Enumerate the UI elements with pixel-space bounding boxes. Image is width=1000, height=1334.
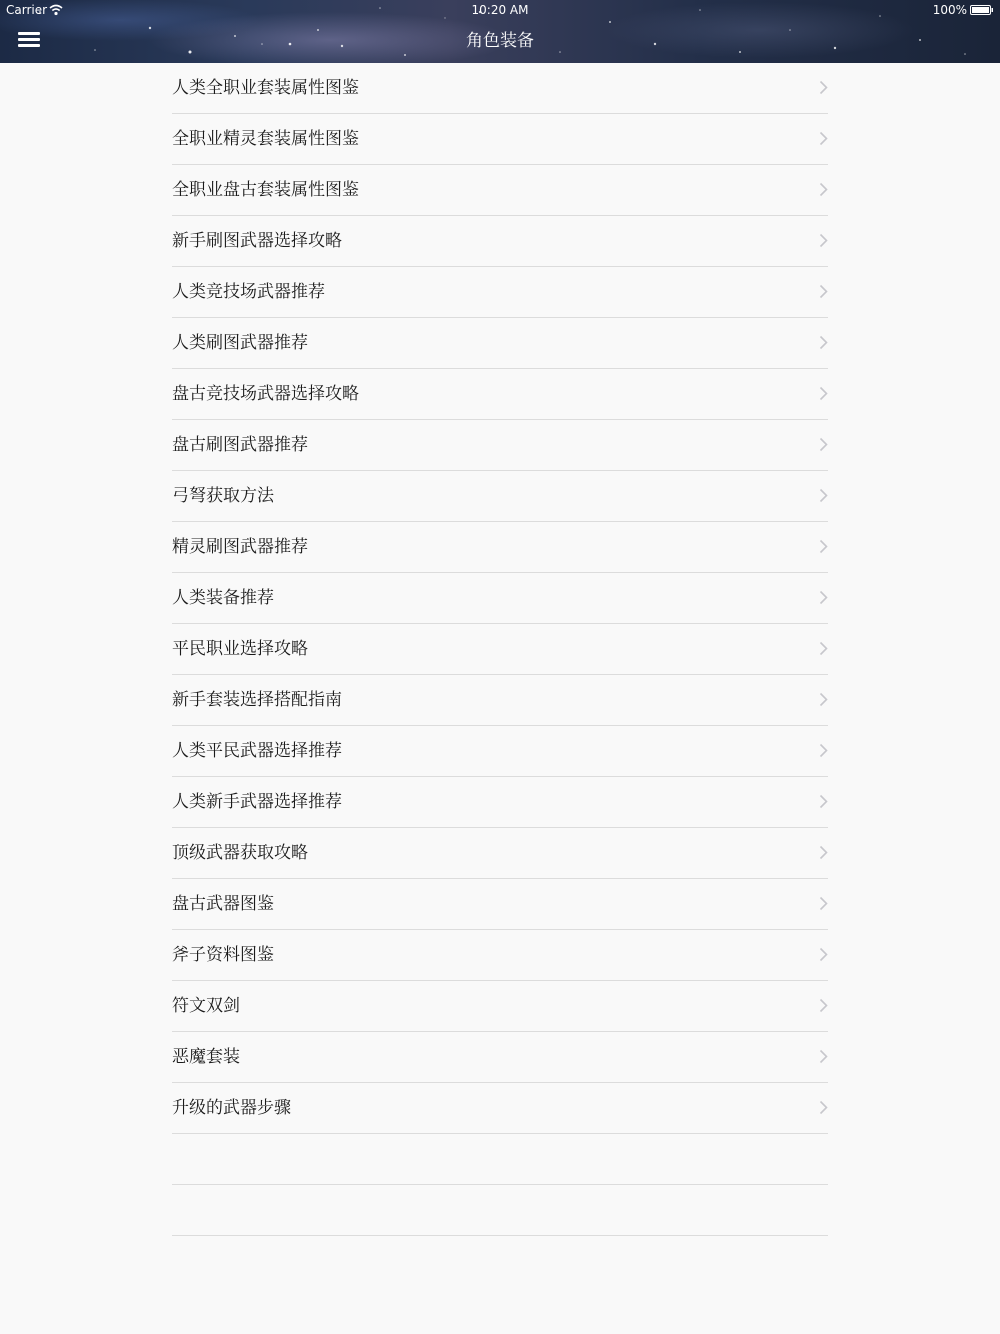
list-item[interactable] bbox=[172, 624, 828, 675]
chevron-right-icon bbox=[819, 233, 828, 248]
battery-icon bbox=[970, 5, 994, 15]
list-item[interactable] bbox=[172, 726, 828, 777]
chevron-right-icon bbox=[819, 743, 828, 758]
navigation-bar bbox=[0, 0, 1000, 63]
list-item-label: 人类刷图武器推荐 bbox=[172, 333, 308, 353]
list-item-label: 新手套装选择搭配指南 bbox=[172, 690, 342, 710]
list-item-label: 平民职业选择攻略 bbox=[172, 639, 308, 659]
list-item[interactable] bbox=[172, 216, 828, 267]
empty-list-row bbox=[172, 1134, 828, 1185]
list-item[interactable] bbox=[172, 522, 828, 573]
chevron-right-icon bbox=[819, 641, 828, 656]
list-item-label: 盘古武器图鉴 bbox=[172, 894, 274, 914]
chevron-right-icon bbox=[819, 284, 828, 299]
chevron-right-icon bbox=[819, 998, 828, 1013]
list-item[interactable] bbox=[172, 165, 828, 216]
list-item[interactable] bbox=[172, 675, 828, 726]
list-item[interactable] bbox=[172, 930, 828, 981]
chevron-right-icon bbox=[819, 947, 828, 962]
chevron-right-icon bbox=[819, 335, 828, 350]
list-item[interactable] bbox=[172, 318, 828, 369]
chevron-right-icon bbox=[819, 692, 828, 707]
list-item-label: 升级的武器步骤 bbox=[172, 1098, 291, 1118]
list-item-label: 弓弩获取方法 bbox=[172, 486, 274, 506]
equipment-list bbox=[172, 63, 828, 1236]
chevron-right-icon bbox=[819, 131, 828, 146]
list-item[interactable] bbox=[172, 879, 828, 930]
list-item-label: 符文双剑 bbox=[172, 996, 240, 1016]
list-item[interactable] bbox=[172, 471, 828, 522]
list-item-label: 盘古刷图武器推荐 bbox=[172, 435, 308, 455]
chevron-right-icon bbox=[819, 794, 828, 809]
chevron-right-icon bbox=[819, 539, 828, 554]
list-item-label: 人类装备推荐 bbox=[172, 588, 274, 608]
list-item-label: 人类平民武器选择推荐 bbox=[172, 741, 342, 761]
list-item[interactable] bbox=[172, 114, 828, 165]
chevron-right-icon bbox=[819, 1100, 828, 1115]
chevron-right-icon bbox=[819, 590, 828, 605]
chevron-right-icon bbox=[819, 386, 828, 401]
chevron-right-icon bbox=[819, 488, 828, 503]
list-item[interactable] bbox=[172, 267, 828, 318]
chevron-right-icon bbox=[819, 80, 828, 95]
list-item[interactable] bbox=[172, 1083, 828, 1134]
list-item-label: 全职业精灵套装属性图鉴 bbox=[172, 129, 359, 149]
list-item-label: 人类全职业套装属性图鉴 bbox=[172, 78, 359, 98]
chevron-right-icon bbox=[819, 1049, 828, 1064]
list-item-label: 顶级武器获取攻略 bbox=[172, 843, 308, 863]
list-item[interactable] bbox=[172, 1032, 828, 1083]
carrier-label: Carrier bbox=[6, 3, 48, 17]
list-item[interactable] bbox=[172, 777, 828, 828]
list-item[interactable] bbox=[172, 420, 828, 471]
status-bar bbox=[0, 0, 1000, 20]
list-item-label: 新手刷图武器选择攻略 bbox=[172, 231, 342, 251]
empty-list-row bbox=[172, 1185, 828, 1236]
list-item[interactable] bbox=[172, 828, 828, 879]
page-title: 角色装备 bbox=[466, 31, 534, 51]
list-item-label: 全职业盘古套装属性图鉴 bbox=[172, 180, 359, 200]
chevron-right-icon bbox=[819, 896, 828, 911]
list-item[interactable] bbox=[172, 63, 828, 114]
status-time: 10:20 AM bbox=[471, 3, 529, 17]
list-item[interactable] bbox=[172, 981, 828, 1032]
list-item[interactable] bbox=[172, 573, 828, 624]
chevron-right-icon bbox=[819, 845, 828, 860]
list-item-label: 人类竞技场武器推荐 bbox=[172, 282, 325, 302]
list-item[interactable] bbox=[172, 369, 828, 420]
chevron-right-icon bbox=[819, 437, 828, 452]
list-item-label: 盘古竞技场武器选择攻略 bbox=[172, 384, 359, 404]
list-item-label: 恶魔套装 bbox=[172, 1047, 240, 1067]
battery-percentage: 100% bbox=[932, 3, 967, 17]
list-item-label: 人类新手武器选择推荐 bbox=[172, 792, 342, 812]
chevron-right-icon bbox=[819, 182, 828, 197]
list-item-label: 精灵刷图武器推荐 bbox=[172, 537, 308, 557]
list-item-label: 斧子资料图鉴 bbox=[172, 945, 274, 965]
